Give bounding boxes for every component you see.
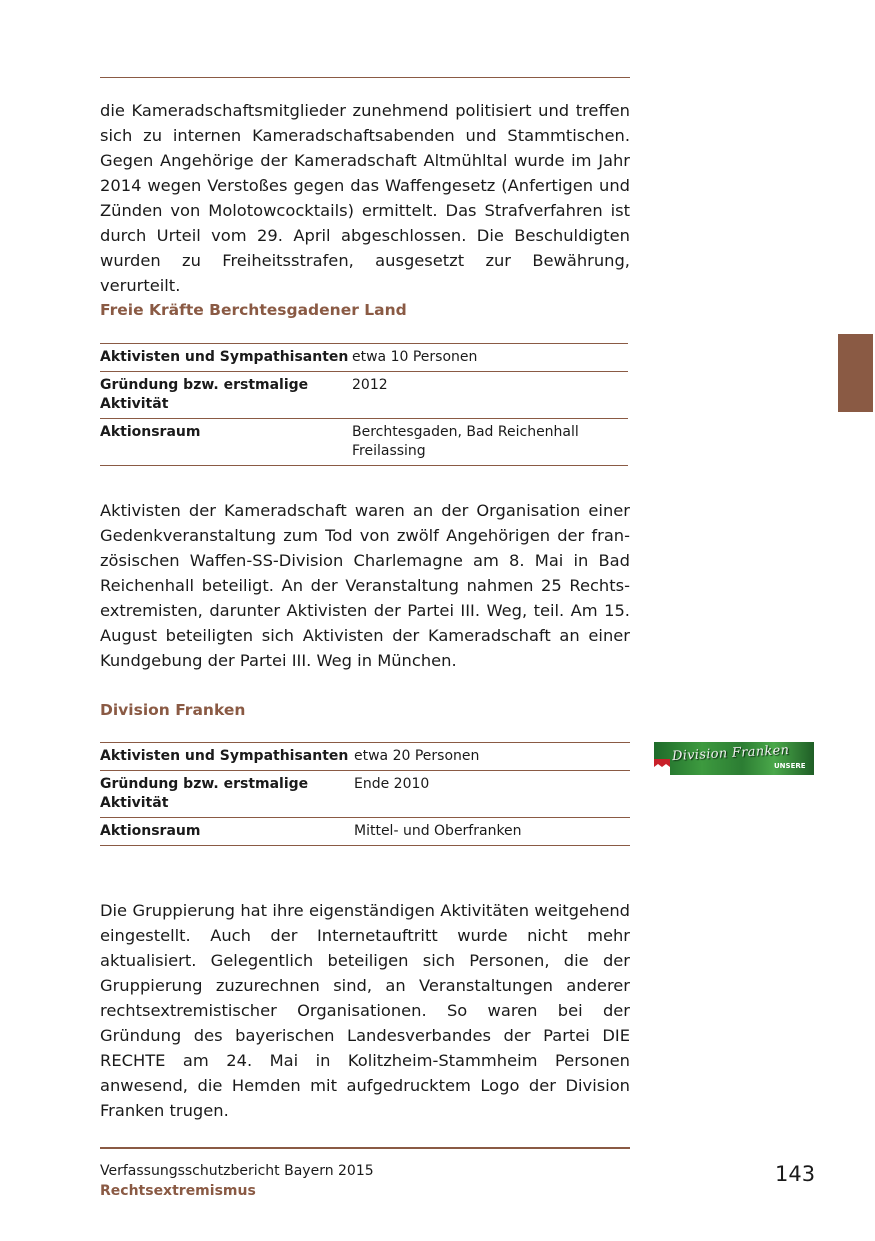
franken-rake-flag-icon (654, 759, 670, 775)
footer-rule (100, 1147, 630, 1149)
paragraph-intro: die Kameradschaftsmitglieder zunehmend politisiert und treffen sich zu internen Kameradschaftsabenden und Stammtischen. Gegen Angehörige der Kameradschaft Altmühltal wurde im Jahr 2014 wegen Verstoßes gegen das Waffengesetz (Anfertigen und Zünden von Molotowcocktails) ermittelt. Das Strafverfahren ist durch Urteil vom 29. April abgeschlossen. Die Beschuldigten wurden zu Freiheitsstrafen, ausgesetzt zur Bewährung, verurteilt. (100, 101, 630, 295)
info-table-division-franken (100, 742, 630, 846)
row-value: 2012 (352, 372, 628, 419)
table-row (100, 771, 630, 818)
info-table-berchtesgadener-land (100, 343, 628, 466)
row-label: Gründung bzw. erstmalige Aktivität (100, 771, 354, 818)
logo-small-text: UNSERE (774, 762, 806, 770)
footer-title: Verfassungsschutzbericht Bayern 2015 (100, 1163, 374, 1179)
section-heading-berchtesgadener-land: Freie Kräfte Berchtesgadener Land (100, 301, 407, 319)
row-value: Mittel- und Oberfranken (354, 818, 630, 846)
row-label: Aktionsraum (100, 419, 352, 466)
row-value: Ende 2010 (354, 771, 630, 818)
top-rule (100, 77, 630, 78)
row-label: Aktivisten und Sympathisanten (100, 743, 354, 771)
table-row (100, 344, 628, 372)
table-row (100, 372, 628, 419)
paragraph-berchtesgadener-land: Aktivisten der Kameradschaft waren an der Organisation einer Gedenkveranstaltung zum Tod von zwölf Angehörigen der französischen Waffen-SS-Division Charlemagne am 8. Mai in Bad Reichenhall beteiligt. An der Veranstaltung nahmen 25 Rechtsextremisten, darunter Aktivisten der Partei III. Weg, teil. Am 15. August beteiligten sich Aktivisten der Kameradschaft an einer Kundgebung der Partei III. Weg in München. (100, 501, 630, 670)
page-number: 143 (775, 1162, 816, 1186)
row-label: Aktionsraum (100, 818, 354, 846)
section-heading-division-franken: Division Franken (100, 701, 246, 719)
row-value: etwa 10 Personen (352, 344, 628, 372)
row-value: Berchtesgaden, Bad Reichenhall Freilassing (352, 419, 628, 466)
paragraph-division-franken: Die Gruppierung hat ihre eigenständigen Aktivitäten weitgehend eingestellt. Auch der Internetauftritt wurde nicht mehr aktualisiert. Gelegentlich beteiligen sich Personen, die der Gruppierung zuzurechnen sind, an Veranstaltungen anderer rechtsextremistischer Organisationen. So waren bei der Gründung des bayerischen Landesverbandes der Partei DIE RECHTE am 24. Mai in Kolitzheim-Stammheim Personen anwesend, die Hemden mit aufgedrucktem Logo der Division Franken trugen. (100, 901, 630, 1120)
table-row (100, 419, 628, 466)
row-label: Gründung bzw. erstmalige Aktivität (100, 372, 352, 419)
division-franken-logo (654, 742, 814, 775)
chapter-side-tab (838, 334, 873, 412)
table-row (100, 818, 630, 846)
row-label: Aktivisten und Sympathisanten (100, 344, 352, 372)
row-value: etwa 20 Personen (354, 743, 630, 771)
footer-subtitle: Rechtsextremismus (100, 1183, 256, 1199)
logo-text: Division Franken (671, 742, 790, 765)
table-row (100, 743, 630, 771)
